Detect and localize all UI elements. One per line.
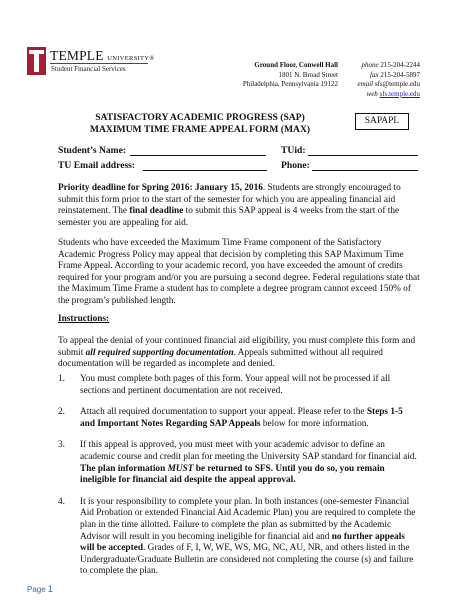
instructions-lead [58, 336, 420, 371]
phone-value: 215-204-2244 [380, 61, 420, 69]
item-number: 4. [58, 496, 65, 507]
item-number: 1. [58, 374, 65, 384]
web-label: web [366, 89, 378, 98]
email-address-field[interactable] [143, 160, 267, 171]
page-footer [27, 584, 53, 594]
address-line-1: Ground Floor, Conwell Hall [254, 61, 338, 69]
address-line-3: Philadelphia, Pennsylvania 19122 [242, 80, 338, 88]
form-title-line-2: MAXIMUM TIME FRAME APPEAL FORM (MAX) [89, 124, 311, 135]
logo-name: TEMPLE [50, 48, 104, 63]
tuid-field[interactable] [308, 145, 418, 156]
email-label: email [357, 80, 374, 88]
email-address-label: TU Email address: [58, 160, 136, 171]
form-code-box: SAPAPL [355, 113, 409, 130]
lead-text-2: . Appeals submitted without all required documentation will be regarded as incomplete and denied. [58, 347, 383, 370]
logo-subtitle: Student Financial Services [51, 65, 126, 73]
page-number: 1 [47, 584, 53, 594]
list-item [58, 440, 420, 486]
priority-text-1: . Students are strongly encouraged to submit this form prior to the start of the semester for which you are appealing financial aid reinstatement. The [58, 183, 401, 217]
contact-info [340, 61, 420, 99]
item-bold-2: be returned to SFS. Until you do so, you remain ineligible for financial aid despite the appeal approval. [80, 463, 385, 486]
form-title-line-1: SATISFACTORY ACADEMIC PROGRESS (SAP) [95, 112, 305, 123]
item-text-after: . Grades of F, I, W, WE, WS, MG, NC, AU, NR, and others listed in the Undergraduate/Graduate Bulletin are considered not completing the course (s) and failure to complete the plan. [80, 543, 414, 577]
item-bold: Steps 1-5 and Important Notes Regarding SAP Appeals [80, 407, 403, 429]
page-label: Page [27, 585, 46, 594]
web-link[interactable]: sfs.temple.edu [379, 89, 420, 98]
instructions-list [58, 374, 420, 578]
lead-emphasis: all required supporting documentation [85, 347, 234, 358]
phone-label: phone [361, 61, 379, 69]
priority-deadline: Priority deadline for Spring 2016: January 15, 2016 [58, 183, 263, 193]
address-line-2: 1801 N. Broad Street [278, 70, 338, 79]
instructions-heading: Instructions: [58, 314, 110, 324]
email-value[interactable]: sfs@temple.edu [374, 80, 420, 88]
office-address [226, 61, 338, 90]
item-text: You must complete both pages of this form. Your appeal will not be processed if all sections and pertinent documentation are not received. [80, 374, 391, 396]
item-bold-1: The plan information [80, 463, 168, 474]
list-item [58, 374, 420, 397]
final-deadline-label: final deadline [129, 206, 184, 217]
student-name-field[interactable] [130, 145, 266, 156]
item-text: Attach all required documentation to support your appeal. Please refer to the [80, 407, 367, 418]
logo-divider [50, 63, 148, 64]
item-text: It is your responsibility to complete your plan. In both instances (one-semester Financial Aid Probation or extended Financial Aid Academic Plan) you are required to complete the plan in the time allotted. Failure to complete the plan as submitted by the Academic Advisor will result in you becoming ineligible for financial aid and [80, 496, 416, 542]
logo-suffix: UNIVERSITY® [107, 55, 155, 62]
item-text: If this appeal is approved, you must meet with your academic advisor to define an academic course and credit plan for meeting the University SAP standard for financial aid. [80, 440, 417, 462]
form-title [80, 112, 320, 136]
tuid-label: TUid: [281, 145, 306, 156]
priority-text-2: to submit this SAP appeal is 4 weeks from the start of the semester you are appealing for aid. [58, 206, 400, 228]
temple-logo-mark [27, 47, 46, 75]
fax-label: fax [370, 70, 379, 79]
phone-field[interactable] [312, 160, 418, 171]
fax-value: 215-204-5897 [380, 70, 420, 79]
item-bold: no further appeals will be accepted [80, 531, 405, 554]
lead-text-1: To appeal the denial of your continued financial aid eligibility, you must complete this form and submit [58, 336, 416, 358]
item-number: 3. [58, 440, 65, 451]
intro-paragraph: Students who have exceeded the Maximum Time Frame component of the Satisfactory Academic Progress Policy may appeal that decision by completing this SAP Maximum Time Frame Appeal. According to your academic record, you have exceeded the amount of credits required for your program and/or you are pursuing a second degree. Federal regulations state that the Maximum Time Frame a student has to complete a degree program cannot exceed 150% of the program’s published length. [58, 238, 420, 306]
phone-field-label: Phone: [281, 160, 310, 171]
item-text-after: below for more information. [260, 418, 369, 429]
list-item [58, 497, 420, 578]
list-item [58, 407, 420, 430]
item-bold-emphasis: MUST [167, 463, 194, 474]
priority-deadline-paragraph [58, 183, 420, 229]
logo-wordmark [50, 48, 155, 64]
student-name-label: Student’s Name: [58, 145, 127, 156]
item-number: 2. [58, 407, 65, 418]
